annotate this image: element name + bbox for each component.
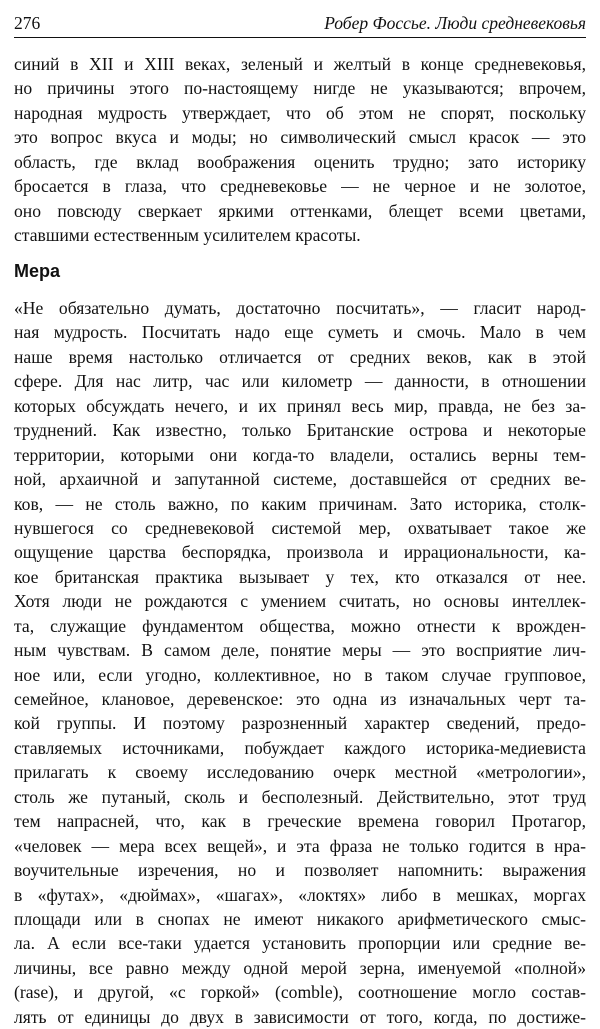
text-line: труднений. Как известно, только Британские острова и некоторые	[14, 420, 586, 441]
text-line: Хотя люди не рождаются с умением считать, но основы интеллек-	[14, 591, 586, 612]
text-line: территории, которыми они когда-то владели, остались верны тем-	[14, 444, 586, 465]
text-line: ла. А если все-таки удается установить пропорции или средние ве-	[14, 933, 586, 954]
text-line: тем напрасней, что, как в греческие времена говорил Протагор,	[14, 811, 586, 832]
text-line: личины, все равно между одной мерой зерна, именуемой «полной»	[14, 957, 586, 978]
running-title: Робер Фоссье. Люди средневековья	[324, 13, 586, 33]
text-line: которых обсуждать нечего, и их принял весь мир, правда, не без за-	[14, 395, 586, 416]
text-line: кое британская практика вызывает у тех, кто отказался от нее.	[14, 566, 586, 587]
text-line: кой группы. И поэтому разрозненный характер сведений, предо-	[14, 713, 586, 734]
text-line: нувшегося со средневековой системой мер, охватывает такое же	[14, 517, 586, 538]
text-line: ощущение царства беспорядка, произвола и иррациональности, ка-	[14, 542, 586, 563]
text-line: область, где вклад воображения оценить трудно; зато историку	[14, 151, 586, 172]
text-line: сфере. Для нас литр, час или километр — данности, в отношении	[14, 371, 586, 392]
text-line: ная мудрость. Посчитать надо еще суметь и смочь. Мало в чем	[14, 322, 586, 343]
text-line: площади или в снопах не имеют никакого арифметического смыс-	[14, 908, 586, 929]
text-line: но причины этого по-настоящему нигде не указываются; впрочем,	[14, 78, 586, 99]
text-line: «человек — мера всех вещей», и эта фраза не только годится в нра-	[14, 835, 586, 856]
text-line: ков, — не столь важно, по каким причинам. Зато историка, столк-	[14, 493, 586, 514]
text-line: та, служащие фундаментом общества, можно отнести к врожден-	[14, 615, 586, 636]
text-line: народная мудрость утверждает, что об этом не спорят, поскольку	[14, 102, 586, 123]
text-line: синий в XII и XIII веках, зеленый и желтый в конце средневековья,	[14, 54, 586, 74]
text-line: воучительные изречения, но и позволяет напомнить: выражения	[14, 860, 586, 881]
text-line: прилагать к своему исследованию очерк местной «метрологии»,	[14, 762, 586, 783]
text-line: ной, архаичной и запутанной системе, доставшейся от средних ве-	[14, 469, 586, 490]
paragraph-measure	[14, 296, 586, 1029]
section-heading: Мера	[14, 261, 61, 281]
text-line: наше время настолько отличается от средних веков, как в этой	[14, 346, 586, 367]
text-line: бросается в глаза, что средневековье — не черное и не золотое,	[14, 176, 586, 197]
text-line: ставшими естественным усилителем красоты.	[14, 225, 361, 246]
text-line: семейное, клановое, деревенское: это одна из изначальных черт та-	[14, 689, 586, 709]
text-line: в «футах», «дюймах», «шагах», «локтях» либо в мешках, моргах	[14, 884, 586, 905]
text-line: ставляемых источниками, побуждает каждого историка-медиевиста	[14, 737, 586, 758]
text-line: «Не обязательно думать, достаточно посчитать», — гласит народ-	[14, 298, 586, 318]
text-line: оно повсюду сверкает яркими оттенками, блещет всеми цветами,	[14, 200, 586, 221]
text-line: это вопрос вкуса и моды; но символический смысл красок — это	[14, 127, 586, 148]
text-line: ное или, если угодно, коллективное, но в таком случае групповое,	[14, 664, 586, 685]
text-line: (rase), и другой, «с горкой» (comble), соотношение могло состав-	[14, 982, 586, 1003]
paragraph-colors	[14, 52, 586, 248]
text-line: лять от единицы до двух в зависимости от того, когда, по достиже-	[14, 1006, 586, 1027]
running-head	[14, 8, 586, 38]
page-number: 276	[14, 13, 41, 33]
text-line: столь же путаный, сколь и бесполезный. Действительно, этот труд	[14, 786, 586, 807]
header-rule	[14, 37, 586, 38]
text-line: ным чувствам. В самом деле, понятие меры — это восприятие лич-	[14, 640, 586, 661]
